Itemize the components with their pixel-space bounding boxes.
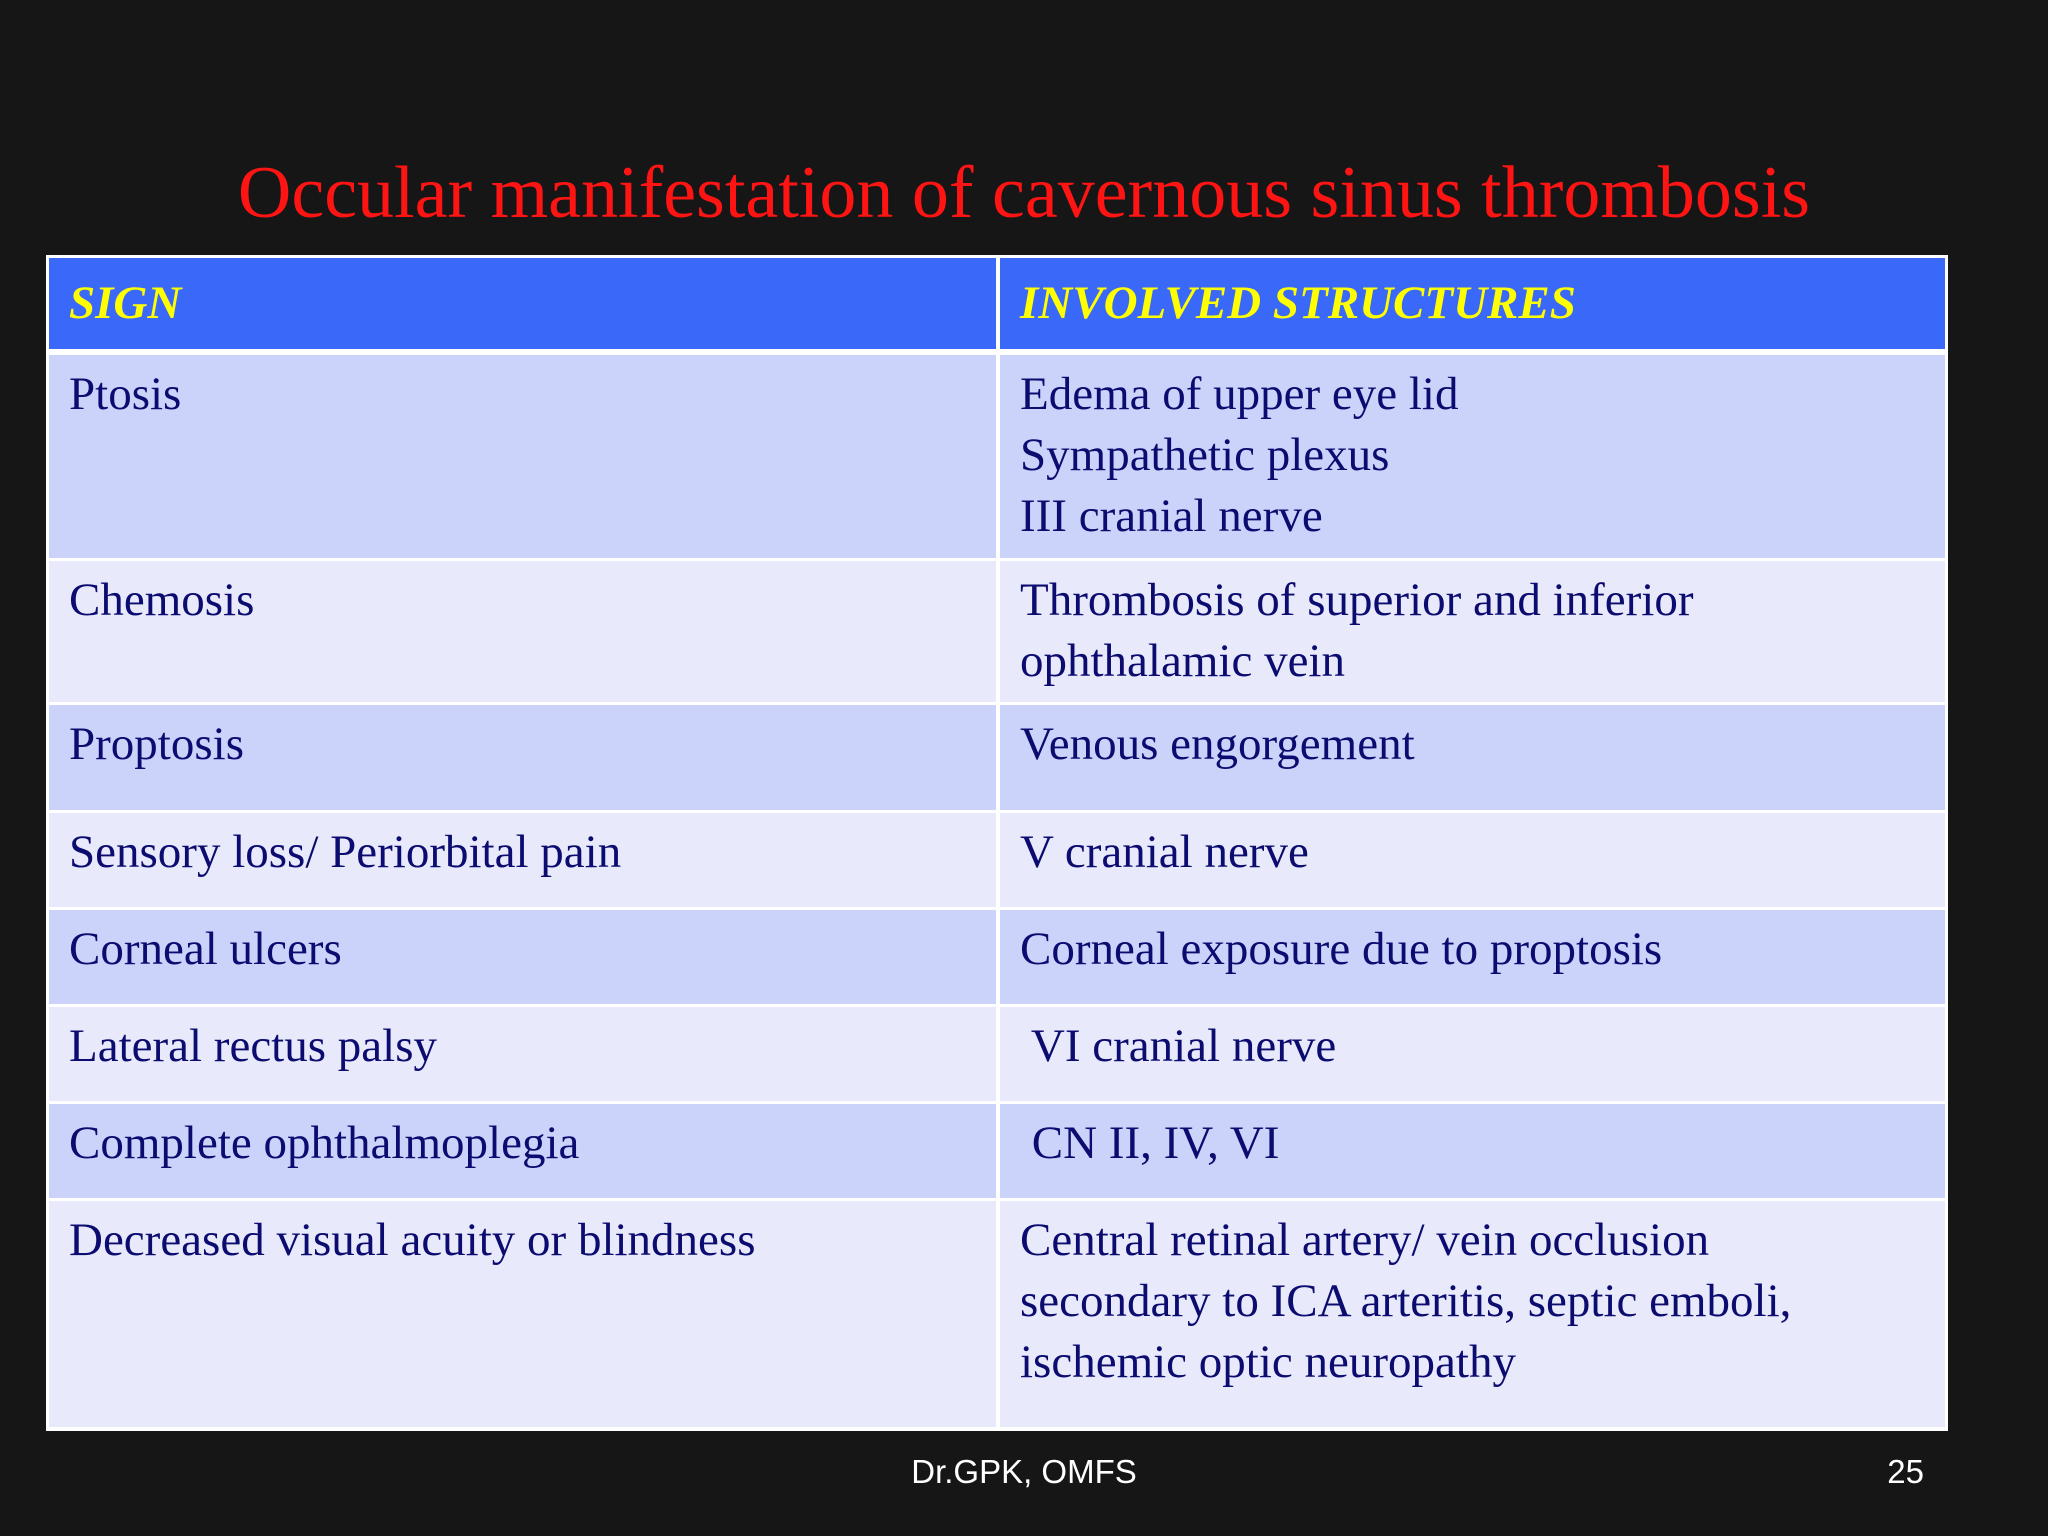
sign-text: Lateral rectus palsy [69,1020,437,1072]
sign-text: Corneal ulcers [69,923,342,975]
sign-text: Proptosis [69,718,244,770]
manifestation-table [49,258,1945,1427]
structures-cell [998,812,1945,909]
slide-title: Occular manifestation of cavernous sinus thrombosis [237,152,1811,234]
table-row [49,1200,1945,1428]
structure-text: III cranial nerve [1020,490,1323,542]
sign-cell [49,704,998,812]
structure-text: ophthalamic vein [1020,635,1345,687]
sign-text: Decreased visual acuity or blindness [69,1214,756,1266]
table-header-row [49,258,1945,352]
sign-cell [49,812,998,909]
structures-cell [998,704,1945,812]
table-row [49,1006,1945,1103]
sign-text: Ptosis [69,368,182,420]
slide-footer: Dr.GPK, OMFS [911,1453,1137,1490]
structure-text: Central retinal artery/ vein occlusion [1020,1214,1710,1266]
table-row [49,352,1945,560]
sign-cell [49,352,998,560]
structure-text: ischemic optic neuropathy [1020,1336,1516,1388]
structure-text: Corneal exposure due to proptosis [1020,923,1663,975]
sign-cell [49,1200,998,1428]
structures-cell [998,352,1945,560]
structure-text: V cranial nerve [1020,826,1309,878]
table-row [49,704,1945,812]
manifestation-table-frame [46,255,1948,1431]
sign-cell [49,1006,998,1103]
sign-cell [49,1103,998,1200]
structure-text: secondary to ICA arteritis, septic emboli, [1020,1275,1792,1327]
structure-text: Venous engorgement [1020,718,1415,770]
sign-text: Sensory loss/ Periorbital pain [69,826,622,878]
structure-text: Thrombosis of superior and inferior [1020,574,1694,626]
structures-cell [998,1200,1945,1428]
page-number: 25 [1887,1453,1924,1490]
table-row [49,812,1945,909]
table-row [49,1103,1945,1200]
sign-text: Complete ophthalmoplegia [69,1117,580,1169]
header-sign: SIGN [49,258,998,352]
table-row [49,909,1945,1006]
structure-text: VI cranial nerve [1020,1020,1337,1072]
structures-cell [998,909,1945,1006]
header-involved-structures: INVOLVED STRUCTURES [998,258,1945,352]
structures-cell [998,1006,1945,1103]
sign-text: Chemosis [69,574,255,626]
structure-text: Edema of upper eye lid [1020,368,1459,420]
structures-cell [998,1103,1945,1200]
sign-cell [49,560,998,704]
structures-cell [998,560,1945,704]
structure-text: Sympathetic plexus [1020,429,1390,481]
sign-cell [49,909,998,1006]
table-row [49,560,1945,704]
structure-text: CN II, IV, VI [1020,1117,1280,1169]
